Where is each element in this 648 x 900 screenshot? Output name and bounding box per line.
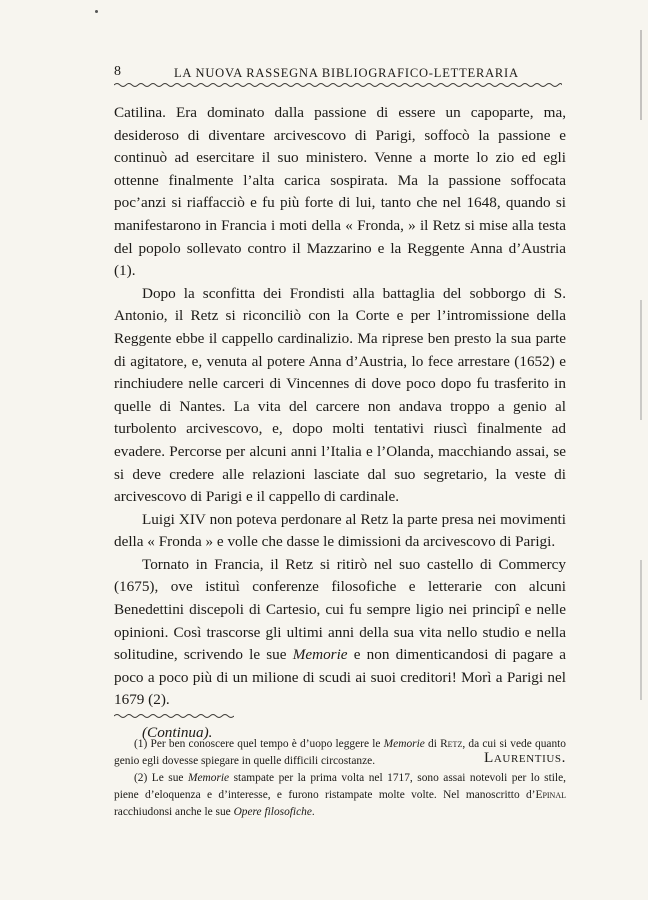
text-run: . xyxy=(311,806,315,818)
running-head: LA NUOVA RASSEGNA BIBLIOGRAFICO-LETTERARIA xyxy=(174,66,519,80)
paragraph: Dopo la sconfitta dei Frondisti alla battaglia del sobborgo di S. Antonio, il Retz si riconciliò con la Corte e per l’intromissione della Reggente ebbe il cappello cardinalizio. Ma riprese ben presto la sua parte di agitatore, e, venuta al potere Anna d’Austria, lo fece arrestare (1652) e rinchiudere nelle carceri di Vincennes di dove poco dopo fu trasferito in quelle di Nantes. La vita del carcere non andava troppo a genio al turbolento arcivescovo, e, dopo molti tentativi riuscì finalmente ad evadere. Percorse per alcuni anni l’Italia e l’Olanda, macchiando assai, se si deve credere alle relazioni lasciate dal suo segretario, la veste di arcivescovo di Parigi e il cappello di cardinale. xyxy=(114,284,566,506)
italic-title: Memorie xyxy=(187,772,230,784)
text-run: , da cui si vede quanto genio egli dovesse spiegare in quelle difficili circostanze. xyxy=(114,738,566,767)
footnote-2 xyxy=(114,770,566,821)
continua-note: (Continua). xyxy=(142,724,213,742)
page-number: 8 xyxy=(114,64,122,79)
author-signature: Laurentius. xyxy=(483,748,566,766)
page-edge-mark xyxy=(640,0,642,900)
paragraph: Luigi XIV non poteva perdonare al Retz la parte presa nei movimenti della « Fronda » e volle che dasse le dimissioni da arcivescovo di Parigi. xyxy=(114,510,566,551)
italic-title: Memorie xyxy=(292,646,348,664)
main-text xyxy=(114,102,566,769)
text-run: (1) Per ben conoscere quel tempo è d’uopo leggere le xyxy=(134,738,384,750)
text-run: (2) Le sue xyxy=(134,772,188,784)
footnotes xyxy=(114,736,566,821)
speck xyxy=(95,10,98,13)
small-caps-name: Epinal xyxy=(535,789,566,801)
small-caps-name: Retz xyxy=(440,738,463,750)
paragraph: Catilina. Era dominato dalla passione di essere un capoparte, ma, desideroso di diventare arcivescovo di Parigi, soffocò la passione e continuò ad esercitare il suo ministero. Venne a morte lo zio ed egli ottenne finalmente l’alta carica sospirata. Ma la passione soffocata poc’anzi si riaffacciò e fu più forte di lui, tanto che nel 1648, quando si manifestarono in Francia i moti della « Fronda, » il Retz si mise alla testa del popolo sollevato contro il Mazzarino e la Reggente Anna d’Austria (1). xyxy=(114,104,566,280)
text-run: di xyxy=(424,738,441,750)
text-run: Tornato in Francia, il Retz si ritirò nel suo castello di Commercy (1675), ove istituì conferenze filosofiche e letterarie con alcuni Benedettini discepoli di Cartesio, cui fu sempre ligio nei principî e nelle opinioni. Così trascorse gli ultimi anni della sua vita nello studio e nella solitudine, scrivendo le sue xyxy=(114,555,566,664)
text-run: stampate per la prima volta nel 1717, sono assai notevoli per lo stile, piene d’eloquenza e d’interesse, e furono ristampate molte volte. Nel manoscritto d’ xyxy=(114,772,566,801)
paragraph xyxy=(114,554,566,712)
italic-title: Opere filosofiche xyxy=(233,806,312,818)
header-wavy-rule xyxy=(114,81,562,89)
footnote-wavy-rule xyxy=(114,712,234,720)
text-run: e non dimenticandosi di pagare a poco a poco più di un milione di scudi ai suoi creditori! Morì a Parigi nel 1679 (2). xyxy=(114,646,566,709)
italic-title: Memorie xyxy=(383,738,425,750)
text-run: racchiudonsi anche le sue xyxy=(114,806,234,818)
footnote-1 xyxy=(114,736,566,770)
